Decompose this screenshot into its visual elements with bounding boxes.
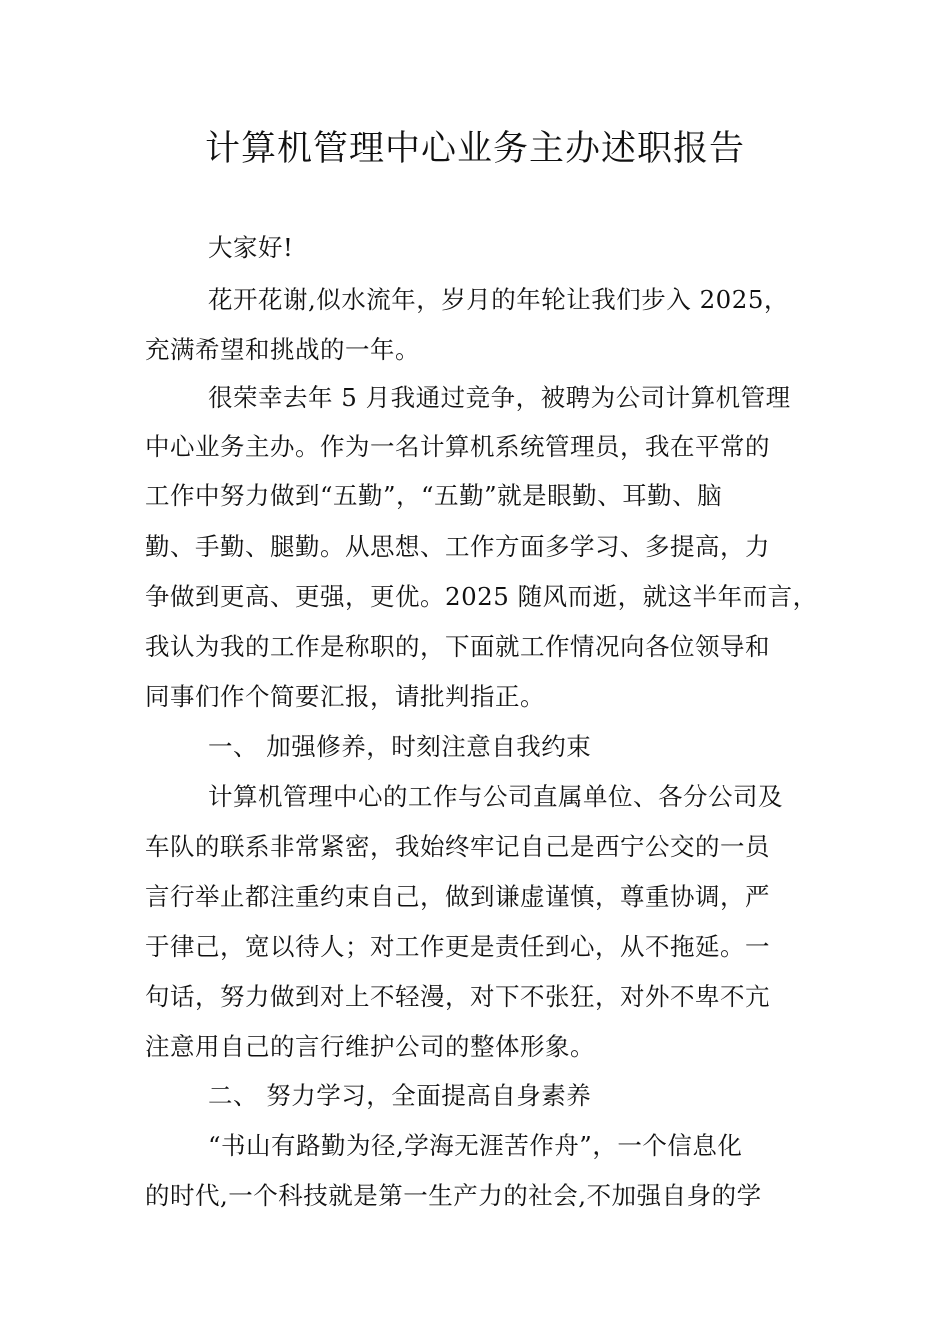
paragraph-line: 我认为我的工作是称职的，下面就工作情况向各位领导和	[145, 632, 770, 661]
paragraph-line: 注意用自己的言行维护公司的整体形象。	[145, 1032, 595, 1061]
paragraph-line: 于律己，宽以待人；对工作更是责任到心，从不拖延。一	[145, 932, 770, 961]
paragraph-line: 车队的联系非常紧密，我始终牢记自己是西宁公交的一员	[145, 832, 770, 861]
section-heading-2: 二、 努力学习，全面提高自身素养	[208, 1081, 592, 1110]
paragraph-line: 争做到更高、更强，更优。2025 随风而逝，就这半年而言，	[145, 582, 818, 611]
paragraph-line: 工作中努力做到“五勤”，“五勤”就是眼勤、耳勤、脑	[145, 481, 723, 510]
greeting-line: 大家好!	[208, 233, 294, 262]
paragraph-line: 中心业务主办。作为一名计算机系统管理员，我在平常的	[145, 432, 770, 461]
paragraph-line: 同事们作个简要汇报，请批判指正。	[145, 682, 545, 711]
document-title: 计算机管理中心业务主办述职报告	[204, 129, 745, 169]
paragraph-line: 勤、手勤、腿勤。从思想、工作方面多学习、多提高，力	[145, 532, 770, 561]
paragraph-line: 很荣幸去年 5 月我通过竞争，被聘为公司计算机管理	[208, 383, 791, 412]
paragraph-line: 的时代,一个科技就是第一生产力的社会,不加强自身的学	[145, 1181, 762, 1210]
paragraph-line: “书山有路勤为径,学海无涯苦作舟”，一个信息化	[208, 1131, 743, 1160]
paragraph-line: 计算机管理中心的工作与公司直属单位、各分公司及	[208, 782, 783, 811]
paragraph-line: 充满希望和挑战的一年。	[145, 335, 420, 364]
section-heading-1: 一、 加强修养，时刻注意自我约束	[208, 732, 592, 761]
paragraph-line: 句话，努力做到对上不轻漫，对下不张狂，对外不卑不亢	[145, 982, 770, 1011]
paragraph-line: 言行举止都注重约束自己，做到谦虚谨慎，尊重协调，严	[145, 882, 770, 911]
paragraph-line: 花开花谢,似水流年，岁月的年轮让我们步入 2025，	[208, 285, 789, 314]
